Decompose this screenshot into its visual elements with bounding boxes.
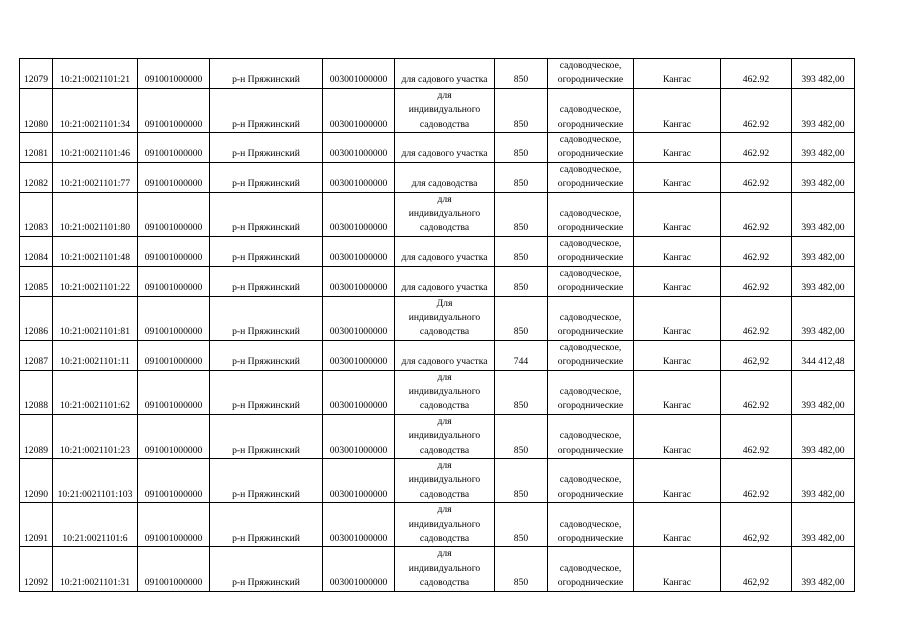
cadastral-number-cell: 10:21:0021101:21 [53,59,138,89]
row-number-cell: 12088 [20,370,53,414]
land-use-cell [395,162,495,192]
row-number-cell: 12092 [20,547,53,591]
district-cell: р-н Пряжинский [210,547,323,591]
land-use-cell-line: для [437,371,452,383]
category-cell-line: садоводческое, [559,385,622,397]
okato-code-cell: 091001000000 [138,547,210,591]
district-cell: р-н Пряжинский [210,340,323,370]
land-use-cell [395,236,495,266]
land-use-cell-line: садоводства [419,577,470,589]
okato-code-cell: 091001000000 [138,59,210,89]
category-cell-line: огороднические [557,444,624,456]
cadastral-value-cell: 393 482,00 [792,503,855,547]
category-cell-line: садоводческое, [559,430,622,442]
oktmo-code-cell: 003001000000 [323,59,395,89]
locality-cell: Кангас [634,59,721,89]
okato-code-cell: 091001000000 [138,192,210,236]
category-cell-line: огороднические [557,74,624,86]
oktmo-code-cell: 003001000000 [323,370,395,414]
okato-code-cell: 091001000000 [138,370,210,414]
rate-cell: 462.92 [721,88,792,132]
district-cell: р-н Пряжинский [210,162,323,192]
oktmo-code-cell: 003001000000 [323,340,395,370]
category-cell-line: садоводческое, [559,267,622,279]
category-cell-line: огороднические [557,252,624,264]
locality-cell: Кангас [634,547,721,591]
category-cell [548,88,634,132]
cadastral-number-cell: 10:21:0021101:46 [53,133,138,163]
category-cell-line: огороднические [557,356,624,368]
land-use-cell-line: садоводства [419,400,470,412]
cadastral-value-cell: 393 482,00 [792,192,855,236]
cadastral-number-cell: 10:21:0021101:31 [53,547,138,591]
land-use-cell-line: индивидуального [408,474,481,486]
land-use-cell-line: индивидуального [408,430,481,442]
land-use-cell-line: садоводства [419,533,470,544]
category-cell [548,266,634,296]
rate-cell: 462.92 [721,59,792,89]
cadastral-value-cell: 393 482,00 [792,547,855,591]
cadastral-value-cell: 393 482,00 [792,458,855,502]
area-cell: 850 [495,236,548,266]
category-cell-line: огороднические [557,118,624,130]
category-cell [548,59,634,89]
row-number-cell: 12080 [20,88,53,132]
category-cell-line: садоводческое, [559,518,622,530]
category-cell-line: огороднические [557,178,624,190]
land-use-cell-line: для [437,193,452,205]
district-cell: р-н Пряжинский [210,414,323,458]
locality-cell: Кангас [634,370,721,414]
cadastral-number-cell: 10:21:0021101:22 [53,266,138,296]
district-cell: р-н Пряжинский [210,458,323,502]
row-number-cell: 12087 [20,340,53,370]
district-cell: р-н Пряжинский [210,296,323,340]
land-use-cell-line: садоводства [419,118,470,130]
table-row [20,547,855,591]
cadastral-value-cell: 393 482,00 [792,414,855,458]
land-use-cell-line: для садового участка [401,356,488,368]
row-number-cell: 12086 [20,296,53,340]
table-row [20,458,855,502]
locality-cell: Кангас [634,192,721,236]
category-cell [548,370,634,414]
oktmo-code-cell: 003001000000 [323,503,395,547]
category-cell-line: огороднические [557,577,624,589]
land-use-cell-line: индивидуального [408,104,481,116]
land-use-cell [395,547,495,591]
category-cell-line: садоводческое, [559,104,622,116]
land-plots-table [19,58,855,592]
district-cell: р-н Пряжинский [210,266,323,296]
table-row [20,370,855,414]
cadastral-value-cell: 393 482,00 [792,133,855,163]
okato-code-cell: 091001000000 [138,266,210,296]
land-use-cell [395,296,495,340]
row-number-cell: 12079 [20,59,53,89]
area-cell: 850 [495,133,548,163]
rate-cell: 462,92 [721,503,792,547]
land-use-cell [395,370,495,414]
land-use-cell [395,133,495,163]
land-use-cell-line: для садового участка [401,74,488,86]
area-cell: 850 [495,88,548,132]
rate-cell: 462.92 [721,236,792,266]
area-cell: 850 [495,59,548,89]
cadastral-number-cell: 10:21:0021101:11 [53,340,138,370]
land-use-cell-line: для садоводства [411,178,478,190]
oktmo-code-cell: 003001000000 [323,458,395,502]
area-cell: 850 [495,266,548,296]
land-use-cell [395,458,495,502]
rate-cell: 462.92 [721,266,792,296]
district-cell: р-н Пряжинский [210,59,323,89]
district-cell: р-н Пряжинский [210,133,323,163]
cadastral-number-cell: 10:21:0021101:77 [53,162,138,192]
land-use-cell-line: индивидуального [408,562,481,574]
land-use-cell-line: для [437,89,452,101]
category-cell-line: садоводческое, [559,134,622,146]
land-use-cell [395,414,495,458]
locality-cell: Кангас [634,266,721,296]
table-row [20,59,855,89]
category-cell-line: садоводческое, [559,562,622,574]
locality-cell: Кангас [634,162,721,192]
land-use-cell-line: индивидуального [408,311,481,323]
oktmo-code-cell: 003001000000 [323,296,395,340]
category-cell-line: огороднические [557,533,624,544]
rate-cell: 462.92 [721,458,792,502]
rate-cell: 462,92 [721,547,792,591]
locality-cell: Кангас [634,414,721,458]
land-use-cell-line: для [437,459,452,471]
row-number-cell: 12090 [20,458,53,502]
locality-cell: Кангас [634,296,721,340]
oktmo-code-cell: 003001000000 [323,162,395,192]
district-cell: р-н Пряжинский [210,88,323,132]
row-number-cell: 12091 [20,503,53,547]
cadastral-number-cell: 10:21:0021101:48 [53,236,138,266]
oktmo-code-cell: 003001000000 [323,414,395,458]
land-use-cell-line: для садового участка [401,148,488,160]
table-row [20,340,855,370]
locality-cell: Кангас [634,458,721,502]
rate-cell: 462,92 [721,340,792,370]
cadastral-value-cell: 393 482,00 [792,370,855,414]
category-cell-line: садоводческое, [559,237,622,249]
row-number-cell: 12083 [20,192,53,236]
cadastral-value-cell: 393 482,00 [792,162,855,192]
table-row [20,414,855,458]
area-cell: 850 [495,192,548,236]
cadastral-value-cell: 393 482,00 [792,266,855,296]
rate-cell: 462.92 [721,414,792,458]
land-use-cell [395,340,495,370]
okato-code-cell: 091001000000 [138,236,210,266]
table-body [20,59,855,592]
category-cell-line: садоводческое, [559,474,622,486]
area-cell: 850 [495,547,548,591]
okato-code-cell: 091001000000 [138,133,210,163]
area-cell: 850 [495,503,548,547]
category-cell [548,340,634,370]
table-row [20,266,855,296]
row-number-cell: 12082 [20,162,53,192]
district-cell: р-н Пряжинский [210,236,323,266]
cadastral-number-cell: 10:21:0021101:34 [53,88,138,132]
oktmo-code-cell: 003001000000 [323,236,395,266]
okato-code-cell: 091001000000 [138,458,210,502]
okato-code-cell: 091001000000 [138,340,210,370]
category-cell-line: огороднические [557,282,624,294]
locality-cell: Кангас [634,133,721,163]
cadastral-value-cell: 393 482,00 [792,296,855,340]
category-cell-line: садоводческое, [559,163,622,175]
category-cell-line: огороднические [557,222,624,234]
category-cell-line: огороднические [557,148,624,160]
category-cell [548,414,634,458]
okato-code-cell: 091001000000 [138,162,210,192]
land-use-cell-line: индивидуального [408,385,481,397]
district-cell: р-н Пряжинский [210,370,323,414]
locality-cell: Кангас [634,236,721,266]
rate-cell: 462.92 [721,296,792,340]
category-cell [548,133,634,163]
land-use-cell-line: садоводства [419,444,470,456]
area-cell: 850 [495,458,548,502]
oktmo-code-cell: 003001000000 [323,88,395,132]
rate-cell: 462.92 [721,162,792,192]
area-cell: 850 [495,370,548,414]
district-cell: р-н Пряжинский [210,192,323,236]
table-row [20,192,855,236]
locality-cell: Кангас [634,340,721,370]
cadastral-number-cell: 10:21:0021101:23 [53,414,138,458]
area-cell: 850 [495,414,548,458]
rate-cell: 462.92 [721,192,792,236]
table-row [20,162,855,192]
land-use-cell [395,88,495,132]
okato-code-cell: 091001000000 [138,88,210,132]
table-row [20,133,855,163]
land-use-cell-line: садоводства [419,488,470,500]
oktmo-code-cell: 003001000000 [323,192,395,236]
cadastral-value-cell: 393 482,00 [792,236,855,266]
land-use-cell-line: для [437,548,452,560]
land-use-cell-line: садоводства [419,326,470,338]
cadastral-value-cell: 344 412,48 [792,340,855,370]
land-use-cell [395,503,495,547]
category-cell [548,503,634,547]
land-use-cell-line: индивидуального [408,208,481,220]
cadastral-number-cell: 10:21:0021101:103 [53,458,138,502]
land-use-cell [395,59,495,89]
rate-cell: 462.92 [721,133,792,163]
category-cell [548,296,634,340]
area-cell: 850 [495,296,548,340]
category-cell-line: огороднические [557,326,624,338]
row-number-cell: 12081 [20,133,53,163]
area-cell: 850 [495,162,548,192]
land-use-cell-line: садоводства [419,222,470,234]
table-row [20,88,855,132]
cadastral-value-cell: 393 482,00 [792,88,855,132]
category-cell-line: огороднические [557,488,624,500]
cadastral-value-cell: 393 482,00 [792,59,855,89]
oktmo-code-cell: 003001000000 [323,266,395,296]
cadastral-number-cell: 10:21:0021101:81 [53,296,138,340]
area-cell: 744 [495,340,548,370]
category-cell [548,458,634,502]
land-use-cell [395,266,495,296]
okato-code-cell: 091001000000 [138,296,210,340]
cadastral-number-cell: 10:21:0021101:6 [53,503,138,547]
okato-code-cell: 091001000000 [138,503,210,547]
land-use-cell-line: для садового участка [401,282,488,294]
category-cell-line: огороднические [557,400,624,412]
okato-code-cell: 091001000000 [138,414,210,458]
rate-cell: 462.92 [721,370,792,414]
cadastral-number-cell: 10:21:0021101:62 [53,370,138,414]
category-cell-line: садоводческое, [559,60,622,71]
oktmo-code-cell: 003001000000 [323,547,395,591]
category-cell [548,192,634,236]
category-cell [548,547,634,591]
category-cell [548,236,634,266]
category-cell [548,162,634,192]
cadastral-number-cell: 10:21:0021101:80 [53,192,138,236]
oktmo-code-cell: 003001000000 [323,133,395,163]
locality-cell: Кангас [634,503,721,547]
row-number-cell: 12089 [20,414,53,458]
land-use-cell-line: для садового участка [401,252,488,264]
category-cell-line: садоводческое, [559,311,622,323]
land-use-cell-line: для [437,504,452,516]
table-row [20,236,855,266]
district-cell: р-н Пряжинский [210,503,323,547]
row-number-cell: 12085 [20,266,53,296]
table-row [20,503,855,547]
category-cell-line: садоводческое, [559,341,622,353]
category-cell-line: садоводческое, [559,208,622,220]
land-use-cell [395,192,495,236]
locality-cell: Кангас [634,88,721,132]
land-use-cell-line: для [437,415,452,427]
table-row [20,296,855,340]
land-use-cell-line: индивидуального [408,518,481,530]
land-use-cell-line: Для [436,297,453,309]
row-number-cell: 12084 [20,236,53,266]
